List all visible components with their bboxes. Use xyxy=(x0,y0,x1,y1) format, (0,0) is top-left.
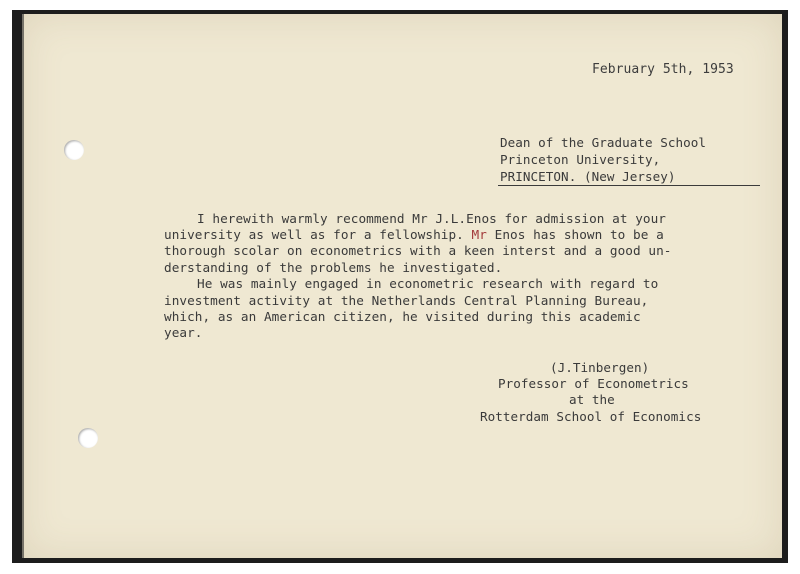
body-line-7: which, as an American citizen, he visited during this academic xyxy=(164,309,641,324)
body-line-3: thorough scolar on econometrics with a keen interst and a good un- xyxy=(164,243,672,258)
body-line-2-part-a: university as well as for a fellowship. xyxy=(164,227,472,242)
paper-edge xyxy=(22,14,24,558)
body-line-2 xyxy=(164,229,664,242)
body-line-2-corrected-word: Mr xyxy=(471,227,487,242)
body-line-2-part-c: Enos has shown to be a xyxy=(486,227,664,242)
signature-title-3: Rotterdam School of Economics xyxy=(480,409,702,424)
signature-title-2: at the xyxy=(569,392,615,407)
body-line-6: investment activity at the Netherlands Central Planning Bureau, xyxy=(164,293,649,308)
signature-name: (J.Tinbergen) xyxy=(550,360,650,375)
addressee-line-3: PRINCETON. (New Jersey) xyxy=(500,169,676,184)
signature-title-1: Professor of Econometrics xyxy=(498,376,689,391)
letter-paper xyxy=(22,14,782,558)
body-line-4: derstanding of the problems he investigated. xyxy=(164,260,503,275)
addressee-underline xyxy=(498,185,760,186)
punch-hole-top xyxy=(64,140,84,160)
body-line-5: He was mainly engaged in econometric research with regard to xyxy=(197,276,659,291)
addressee-line-2: Princeton University, xyxy=(500,152,661,167)
addressee-line-1: Dean of the Graduate School xyxy=(500,135,707,150)
body-line-8: year. xyxy=(164,325,203,340)
punch-hole-bottom xyxy=(78,428,98,448)
body-line-1: I herewith warmly recommend Mr J.L.Enos for admission at your xyxy=(197,211,666,226)
letter-date: February 5th, 1953 xyxy=(592,62,734,77)
